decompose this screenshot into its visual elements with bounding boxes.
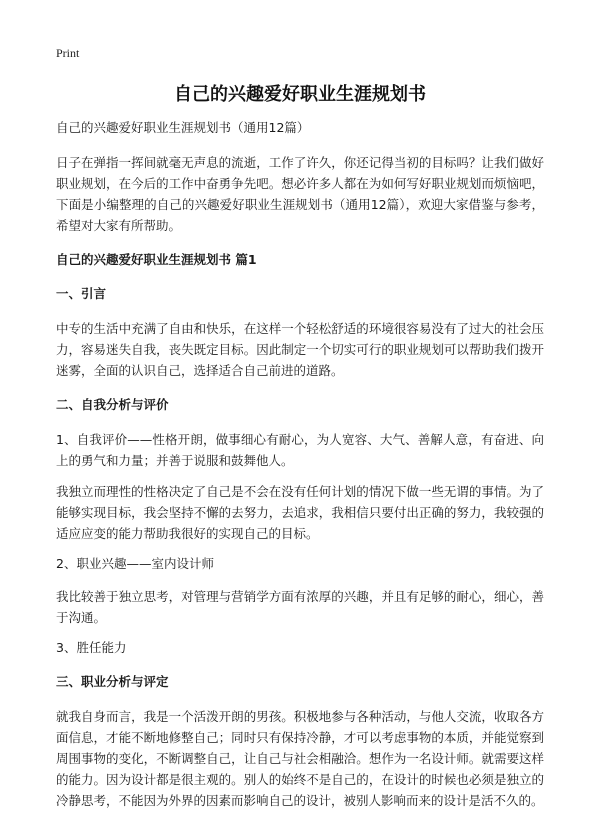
self-evaluation-paragraph: 1、自我评价——性格开朗，做事细心有耐心，为人宽容、大气、善解人意，有奋进、向上的勇气和力量；并善于说服和鼓舞他人。 <box>56 432 544 468</box>
print-link[interactable]: Print <box>56 46 80 60</box>
intro-paragraph: 日子在弹指一挥间就毫无声息的流逝，工作了许久，你还记得当初的目标吗？让我们做好职业规划，在今后的工作中奋勇争先吧。想必许多人都在为如何写好职业规划而烦恼吧，下面是小编整理的自己的兴趣爱好职业生涯规划书（通用12篇），欢迎大家借鉴与参考，希望对大家有所帮助。 <box>56 155 544 233</box>
introduction-paragraph: 中专的生活中充满了自由和快乐，在这样一个轻松舒适的环境很容易没有了过大的社会压力，容易迷失自我，丧失既定目标。因此制定一个切实可行的职业规划可以帮助我们拨开迷雾，全面的认识自己，选择适合自己前进的道路。 <box>56 321 544 378</box>
career-analysis-paragraph: 就我自身而言，我是一个活泼开朗的男孩。积极地参与各种活动，与他人交流，收取各方面信息，才能不断地修整自己；同时只有保持冷静，才可以考虑事物的本质，并能觉察到周围事物的变化，不断调整自己，让自己与社会相融洽。想作为一名设计师。就需要这样的能力。因为设计都是很主观的。别人的始终不是自己的，在设计的时候也必须是独立的冷静思考，不能因为外界的因素而影响自己的设计，被别人影响而来的设计是活不久的。 <box>56 709 544 808</box>
career-interest-item: 2、职业兴趣——室内设计师 <box>56 556 214 571</box>
chapter-heading: 自己的兴趣爱好职业生涯规划书 篇1 <box>56 252 257 267</box>
section-heading-self-analysis: 二、自我分析与评价 <box>56 397 169 412</box>
document-subtitle: 自己的兴趣爱好职业生涯规划书（通用12篇） <box>56 120 310 135</box>
section-heading-career-analysis: 三、职业分析与评定 <box>56 674 169 689</box>
competency-item: 3、胜任能力 <box>56 640 127 655</box>
document-body <box>56 118 544 821</box>
personality-paragraph: 我独立而理性的性格决定了自己是不会在没有任何计划的情况下做一些无谓的事情。为了能够实现目标，我会坚持不懈的去努力，去追求，我相信只要付出正确的努力，我较强的适应应变的能力帮助我很好的实现自己的目标。 <box>56 484 544 541</box>
section-heading-introduction: 一、引言 <box>56 286 107 301</box>
interest-paragraph: 我比较善于独立思考，对管理与营销学方面有浓厚的兴趣，并且有足够的耐心，细心，善于沟通。 <box>56 589 544 625</box>
document-title: 自己的兴趣爱好职业生涯规划书 <box>174 84 426 105</box>
